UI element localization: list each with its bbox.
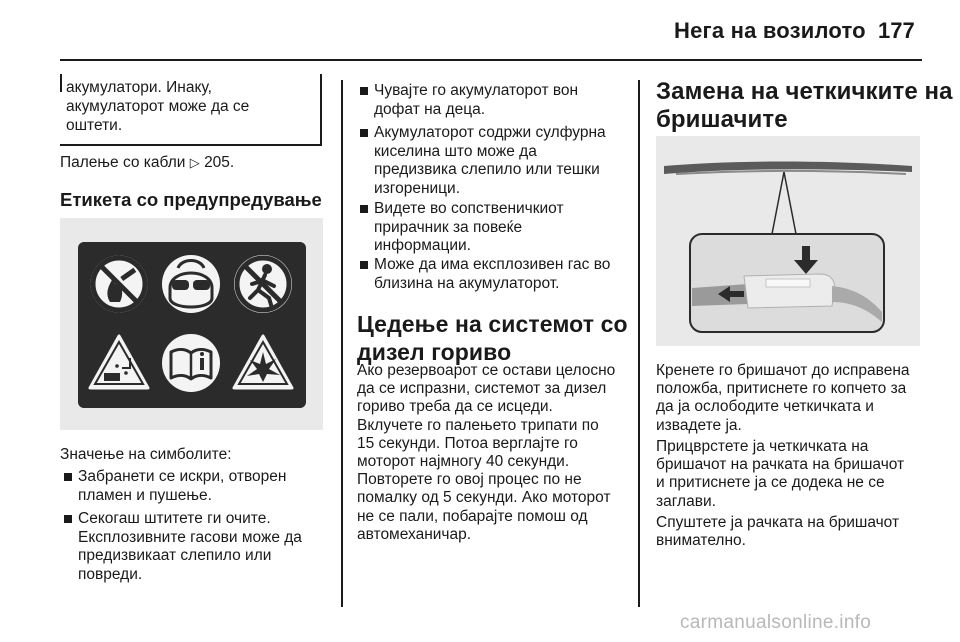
page-ref-arrow-icon: ▷: [189, 155, 200, 170]
warning-label-figure: [60, 218, 323, 430]
list-item: Чувајте го акумулаторот вон дофат на деца.: [358, 82, 646, 119]
wiper-paragraph-2: Прицврстете ја четкичката на бришачот на рачката на бришачот и притиснете ја се додека не се заглави.: [656, 438, 905, 510]
no-fire-icon: [90, 255, 148, 313]
page-header-title: Нега на возилото: [674, 18, 866, 43]
diesel-drain-paragraph: Ако резервоарот се остави целосно да се испразни, системот за дизел гориво треба да се исцеди. Вклучете го палењето трипати по 15 секунди. Потоа верглајте го моторот најмногу 40 секунди. Повторете го овој процес по не помалку од 5 секунди. Ако моторот не се пали, побарајте помош од автомеханичар.: [357, 362, 616, 543]
page-number: 177: [878, 18, 915, 43]
watermark: carmanualsonline.info: [680, 612, 872, 633]
note-line: оштети.: [66, 117, 123, 134]
eye-protection-icon: [162, 255, 220, 313]
wiper-blade-svg: [656, 136, 920, 346]
section-heading-warning-label: Етикета со предупредување: [60, 189, 322, 210]
note-box: [60, 74, 322, 146]
read-manual-icon: [162, 334, 220, 392]
list-item: Видете во сопственичкиот прирачник за повеќе информации.: [358, 200, 646, 256]
wiper-paragraph-1: Кренете го бришачот до исправена положба, притиснете го копчето за да ја ослободите четкичката и извадете ја.: [656, 362, 910, 434]
wiper-paragraph-3: Спуштете ја рачката на бришачот внимателно.: [656, 514, 900, 550]
cross-reference[interactable]: [60, 154, 234, 172]
header-rule: [60, 59, 922, 61]
list-item: Акумулаторот содржи сулфурна киселина што може да предизвика слепило или тешки изгореници.: [358, 124, 646, 198]
cross-reference-page: 205.: [204, 154, 235, 171]
note-line: акумулатори. Инаку,: [66, 79, 212, 96]
section-heading-diesel-drain: Цедење на системот со дизел гориво: [357, 311, 628, 365]
warning-label-svg: [60, 218, 323, 430]
callout-line-right: [784, 172, 796, 234]
note-line: акумулаторот може да се: [66, 98, 250, 115]
symbols-intro: Значење на симболите:: [60, 446, 232, 463]
column-divider-left: [341, 80, 343, 607]
list-item: Може да има експлозивен гас во близина на акумулаторот.: [358, 256, 646, 293]
wiper-blade-figure: [656, 136, 920, 346]
cross-reference-text: Палење со кабли: [60, 154, 186, 171]
keep-children-away-icon: [234, 255, 292, 313]
note-box-bar: [60, 74, 62, 92]
list-item: Секогаш штитете ги очите. Експлозивните гасови може да предизвикаат слепило или повреди.: [62, 510, 340, 584]
callout-line-left: [772, 172, 784, 234]
list-item: Забранети се искри, отворен пламен и пушење.: [62, 468, 340, 505]
section-heading-wiper-blade: Замена на четкичките на бришачите: [656, 78, 953, 133]
